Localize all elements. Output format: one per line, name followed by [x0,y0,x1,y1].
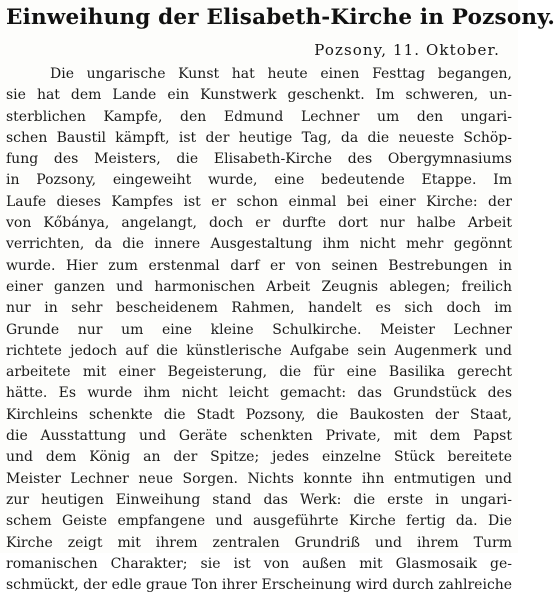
article-line: richtete jedoch auf die künstlerische Aufgabe sein Augenmerk und [6,342,512,359]
article-line: sie hat dem Lande ein Kunstwerk geschenkt. Im schweren, un- [6,87,512,104]
article-line: Kirchleins schenkte die Stadt Pozsony, die Baukosten der Staat, [6,406,512,423]
article-line: Meister Lechner neue Sorgen. Nichts konnte ihn entmutigen und [6,470,512,487]
article-line: schen Baustil kämpft, ist der heutige Tag, da die neueste Schöp- [6,129,512,146]
article-body [6,64,512,596]
article-line: verrichten, da die innere Ausgestaltung ihm nicht mehr gegönnt [6,236,512,253]
article-line: hätte. Es wurde ihm nicht leicht gemacht: das Grundstück des [6,385,512,402]
article-line: Die ungarische Kunst hat heute einen Festtag begangen, [50,66,512,82]
article-line: Grunde nur um eine kleine Schulkirche. Meister Lechner [6,321,512,338]
article-dateline: Pozsony, 11. Oktober. [314,41,500,59]
article-line: in Pozsony, eingeweiht wurde, eine bedeutende Etappe. Im [6,172,512,189]
article-line: einer ganzen und harmonischen Arbeit Zeugnis ablegen; freilich [6,278,512,295]
article-line: arbeitete mit einer Begeisterung, die für eine Basilika gerecht [6,364,512,381]
article-line: schem Geiste empfangene und ausgeführte Kirche fertig da. Die [6,513,512,530]
article-line: Laufe dieses Kampfes ist er schon einmal bei einer Kirche: der [6,193,512,210]
article-line: Kirche zeigt mit ihrem zentralen Grundriß und ihrem Turm [6,534,512,551]
article-line: fung des Meisters, die Elisabeth-Kirche des Obergymnasiums [6,151,512,168]
article-headline: Einweihung der Elisabeth-Kirche in Pozsony. [6,5,555,30]
article-line: schmückt, der edle graue Ton ihrer Erscheinung wird durch zahlreiche [6,577,513,594]
article-line: wurde. Hier zum erstenmal darf er von seinen Bestrebungen in [6,257,512,274]
article-line: sterblichen Kampfe, den Edmund Lechner um den ungari- [6,108,512,125]
article-line: zur heutigen Einweihung stand das Werk: die erste in ungari- [6,491,512,508]
article-line: die Ausstattung und Geräte schenkten Private, mit dem Papst [6,428,512,445]
article-line: romanischen Charakter; sie ist von außen mit Glasmosaik ge- [6,555,512,572]
article-line: von Kőbánya, angelangt, doch er durfte dort nur halbe Arbeit [6,215,512,232]
article-line: und dem König an der Spitze; jedes einzelne Stück bereitete [6,449,512,466]
article-line: nur in sehr bescheidenem Rahmen, handelt es sich doch im [6,300,512,317]
